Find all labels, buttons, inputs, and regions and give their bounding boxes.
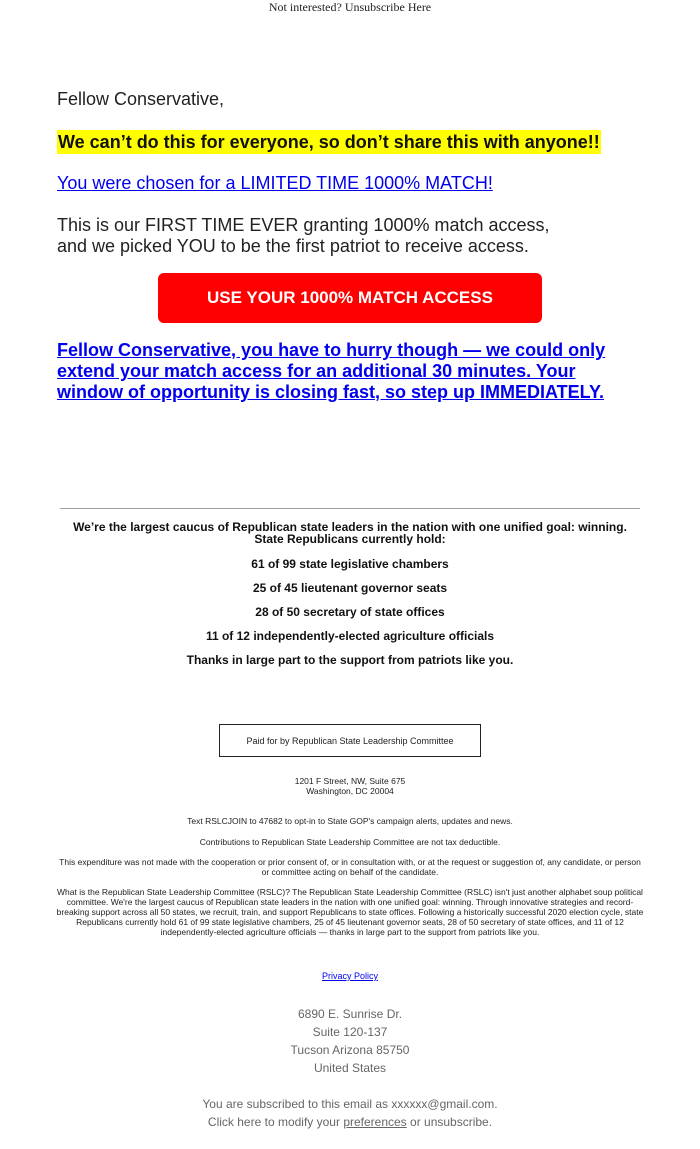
limited-time-match-link[interactable]: You were chosen for a LIMITED TIME 1000% MATCH! (57, 173, 493, 193)
hurry-link[interactable]: Fellow Conservative, you have to hurry though — we could only extend your match access for an additional 30 minutes. Your window of opportunity is closing fast, so step up IMMEDIATELY. (57, 340, 606, 402)
caucus-intro-line-2: State Republicans currently hold: (254, 532, 446, 546)
subscribed-notice: You are subscribed to this email as xxxxxx@gmail.com. (202, 1097, 498, 1111)
intro-line-2: and we picked YOU to be the first patriot to receive access. (57, 236, 529, 256)
intro-text (57, 215, 657, 257)
paid-for-text: Paid for by Republican State Leadership Committee (246, 735, 454, 746)
stat-secretary-of-state: 28 of 50 secretary of state offices (255, 605, 445, 619)
caucus-intro-line-1: We’re the largest caucus of Republican state leaders in the nation with one unified goal: winning. (73, 520, 627, 534)
mail-address-line-4: United States (313, 1061, 387, 1075)
stat-legislative-chambers: 61 of 99 state legislative chambers (251, 557, 449, 571)
mail-address-line-1: 6890 E. Sunrise Dr. (297, 1007, 403, 1021)
committee-address-line-1: 1201 F Street, NW, Suite 675 (294, 776, 406, 786)
privacy-policy-link[interactable]: Privacy Policy (321, 971, 378, 981)
preferences-link[interactable]: preferences (343, 1115, 407, 1129)
modify-preferences (0, 1115, 700, 1129)
committee-address (0, 776, 700, 796)
committee-address-line-2: Washington, DC 20004 (306, 786, 394, 796)
privacy-policy-wrapper (0, 971, 700, 981)
match-access-button[interactable]: USE YOUR 1000% MATCH ACCESS (158, 273, 542, 323)
stat-agriculture-officials: 11 of 12 independently-elected agriculture officials (205, 629, 495, 643)
unsubscribe-link[interactable]: Not interested? Unsubscribe Here (268, 0, 432, 14)
divider (60, 508, 640, 509)
caucus-intro (0, 521, 700, 545)
mail-address-line-2: Suite 120-137 (312, 1025, 388, 1039)
expenditure-disclaimer: This expenditure was not made with the cooperation or prior consent of, or in consultation with, or at the request or suggestion of, any candidate, or person or committee acting on behalf of the candidate. (59, 857, 641, 877)
intro-line-1: This is our FIRST TIME EVER granting 1000% match access, (57, 215, 550, 235)
greeting: Fellow Conservative, (57, 89, 225, 109)
modify-suffix: or unsubscribe. (406, 1115, 493, 1129)
about-rslc: What is the Republican State Leadership Committee (RSLC)? The Republican State Leadership Committee (RSLC) isn't just another alphabet soup political committee. We're the largest caucus of Republican state leaders in the nation with one unified goal: winning. Through innovative strategies and record-breaking support across all 50 states, we recruit, train, and support Republicans to state offices. Following a historically successful 2020 election cycle, state Republicans currently hold 61 of 99 state legislative chambers, 25 of 45 lieutenant governor seats, 28 of 50 secretary of state offices, and 11 of 12 independently-elected agriculture officials — thanks in large part to the support from patriots like you. (56, 887, 644, 937)
paid-for-disclaimer (219, 724, 481, 757)
not-deductible-notice: Contributions to Republican State Leadership Committee are not tax deductible. (199, 837, 501, 847)
modify-prefix: Click here to modify your (207, 1115, 344, 1129)
highlighted-warning: We can’t do this for everyone, so don’t share this with anyone!! (58, 132, 600, 152)
text-optin-notice: Text RSLCJOIN to 47682 to opt-in to State GOP's campaign alerts, updates and news. (187, 816, 513, 826)
thanks-text: Thanks in large part to the support from patriots like you. (186, 653, 514, 667)
mail-address-line-3: Tucson Arizona 85750 (290, 1043, 410, 1057)
stat-lieutenant-governor: 25 of 45 lieutenant governor seats (252, 581, 448, 595)
